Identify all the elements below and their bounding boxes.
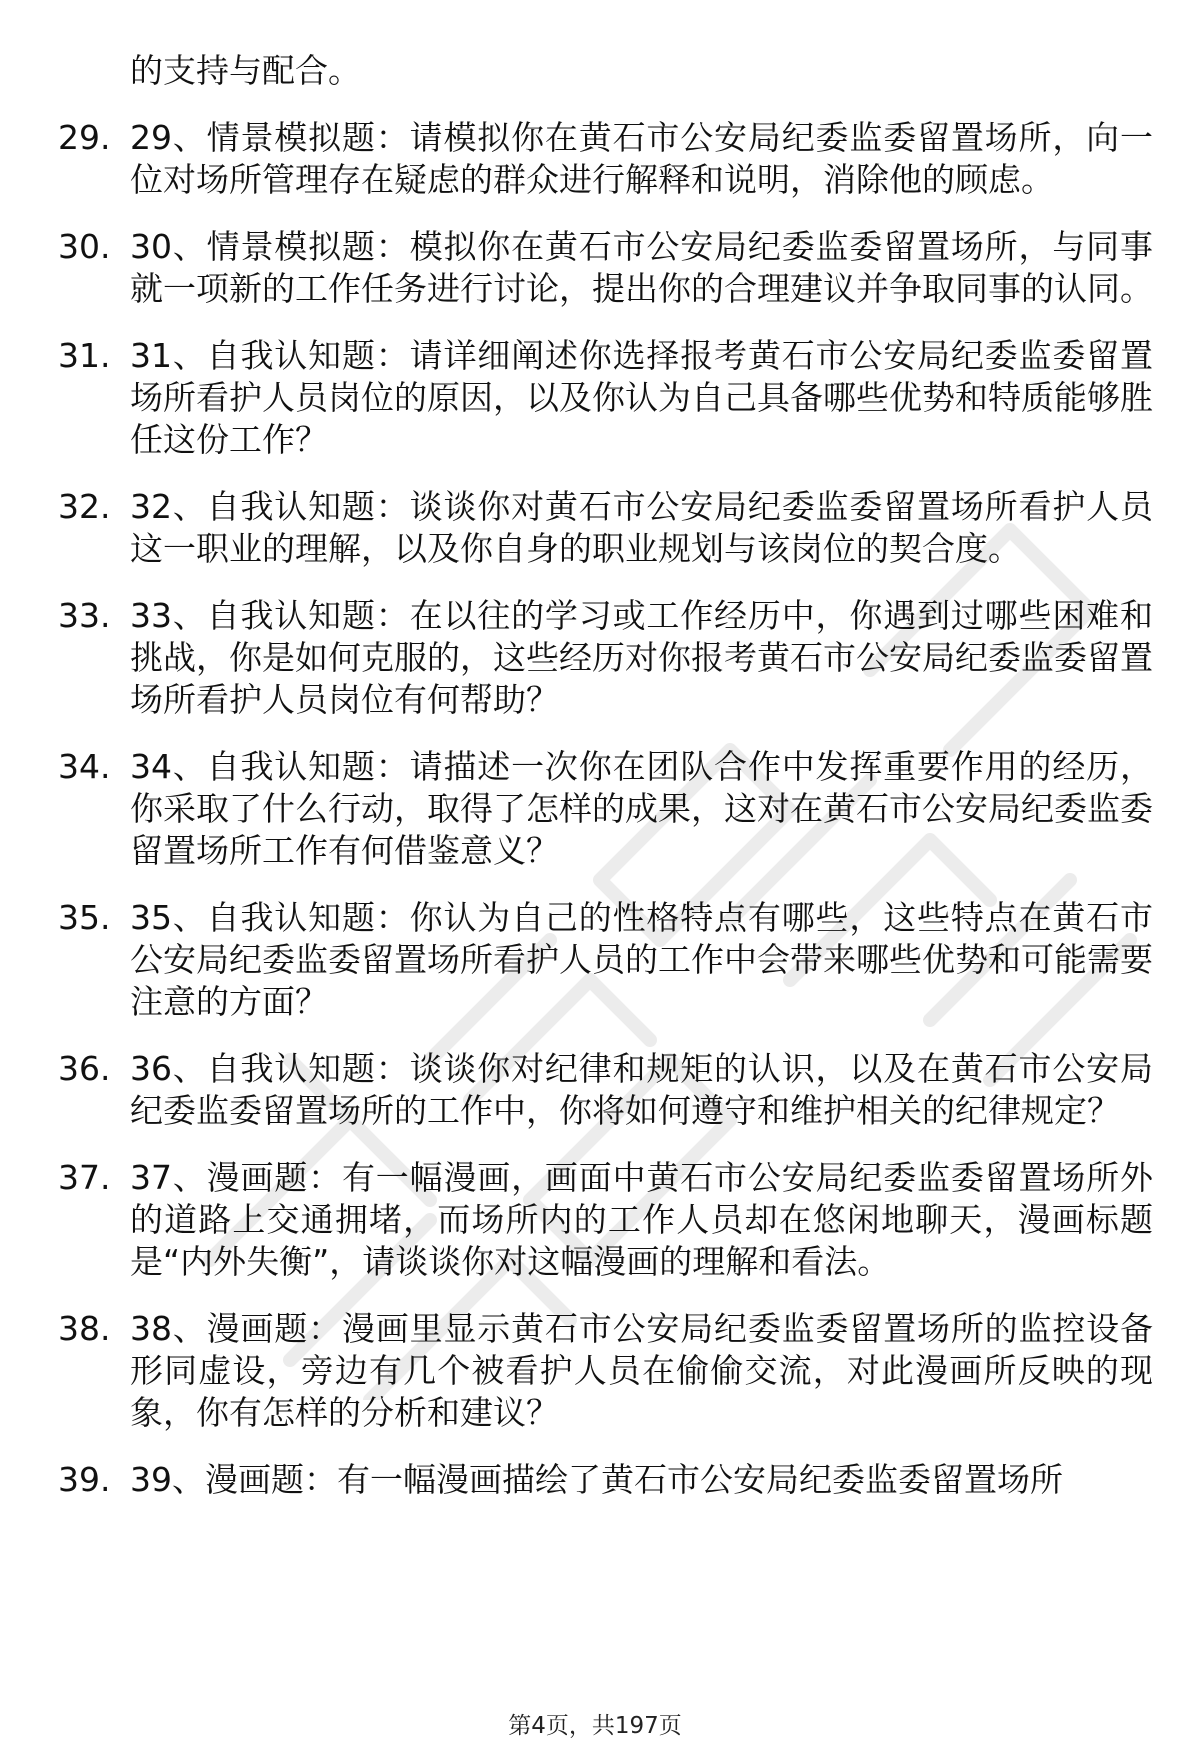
question-number: 38.: [58, 1309, 111, 1348]
question-number: 31.: [58, 336, 111, 375]
question-text: 29、情景模拟题：请模拟你在黄石市公安局纪委监委留置场所，向一位对场所管理存在疑虑的群众进行解释和说明，消除他的顾虑。: [130, 118, 1153, 199]
page-footer: 第4页，共197页: [508, 1713, 682, 1739]
question-text: 35、自我认知题：你认为自己的性格特点有哪些，这些特点在黄石市公安局纪委监委留置场所看护人员的工作中会带来哪些优势和可能需要注意的方面？: [130, 898, 1153, 1021]
question-text: 31、自我认知题：请详细阐述你选择报考黄石市公安局纪委监委留置场所看护人员岗位的原因，以及你认为自己具备哪些优势和特质能够胜任这份工作？: [130, 336, 1153, 459]
question-list: [58, 50, 1153, 1526]
question-text: 37、漫画题：有一幅漫画，画面中黄石市公安局纪委监委留置场所外的道路上交通拥堵，而场所内的工作人员却在悠闲地聊天，漫画标题是“内外失衡”，请谈谈你对这幅漫画的理解和看法。: [130, 1158, 1153, 1281]
question-text: 39、漫画题：有一幅漫画描绘了黄石市公安局纪委监委留置场所: [130, 1460, 1063, 1499]
continuation-text: 的支持与配合。: [130, 51, 361, 90]
question-item: [58, 486, 1153, 570]
question-number: 30.: [58, 227, 111, 266]
question-item: [58, 117, 1153, 201]
question-text: 34、自我认知题：请描述一次你在团队合作中发挥重要作用的经历，你采取了什么行动，取得了怎样的成果，这对在黄石市公安局纪委监委留置场所工作有何借鉴意义？: [130, 747, 1153, 870]
question-item: [58, 746, 1153, 872]
question-number: 39.: [58, 1460, 111, 1499]
question-number: 32.: [58, 487, 111, 526]
question-number: 35.: [58, 898, 111, 937]
question-text: 33、自我认知题：在以往的学习或工作经历中，你遇到过哪些困难和挑战，你是如何克服的，这些经历对你报考黄石市公安局纪委监委留置场所看护人员岗位有何帮助？: [130, 596, 1153, 719]
question-item: [58, 1048, 1153, 1132]
question-number: 37.: [58, 1158, 111, 1197]
question-item: [58, 1308, 1153, 1434]
question-text: 32、自我认知题：谈谈你对黄石市公安局纪委监委留置场所看护人员这一职业的理解，以及你自身的职业规划与该岗位的契合度。: [130, 487, 1153, 568]
question-text: 36、自我认知题：谈谈你对纪律和规矩的认识，以及在黄石市公安局纪委监委留置场所的工作中，你将如何遵守和维护相关的纪律规定？: [130, 1049, 1153, 1130]
question-number: 33.: [58, 596, 111, 635]
question-text: 38、漫画题：漫画里显示黄石市公安局纪委监委留置场所的监控设备形同虚设，旁边有几个被看护人员在偷偷交流，对此漫画所反映的现象，你有怎样的分析和建议？: [130, 1309, 1153, 1432]
question-text: 30、情景模拟题：模拟你在黄石市公安局纪委监委留置场所，与同事就一项新的工作任务进行讨论，提出你的合理建议并争取同事的认同。: [130, 227, 1153, 308]
question-item: [58, 226, 1153, 310]
question-number: 29.: [58, 118, 111, 157]
question-item: [58, 595, 1153, 721]
question-item: [58, 1157, 1153, 1283]
question-item: [58, 335, 1153, 461]
question-item: [58, 1459, 1153, 1501]
question-item: [58, 897, 1153, 1023]
question-number: 36.: [58, 1049, 111, 1088]
question-number: 34.: [58, 747, 111, 786]
